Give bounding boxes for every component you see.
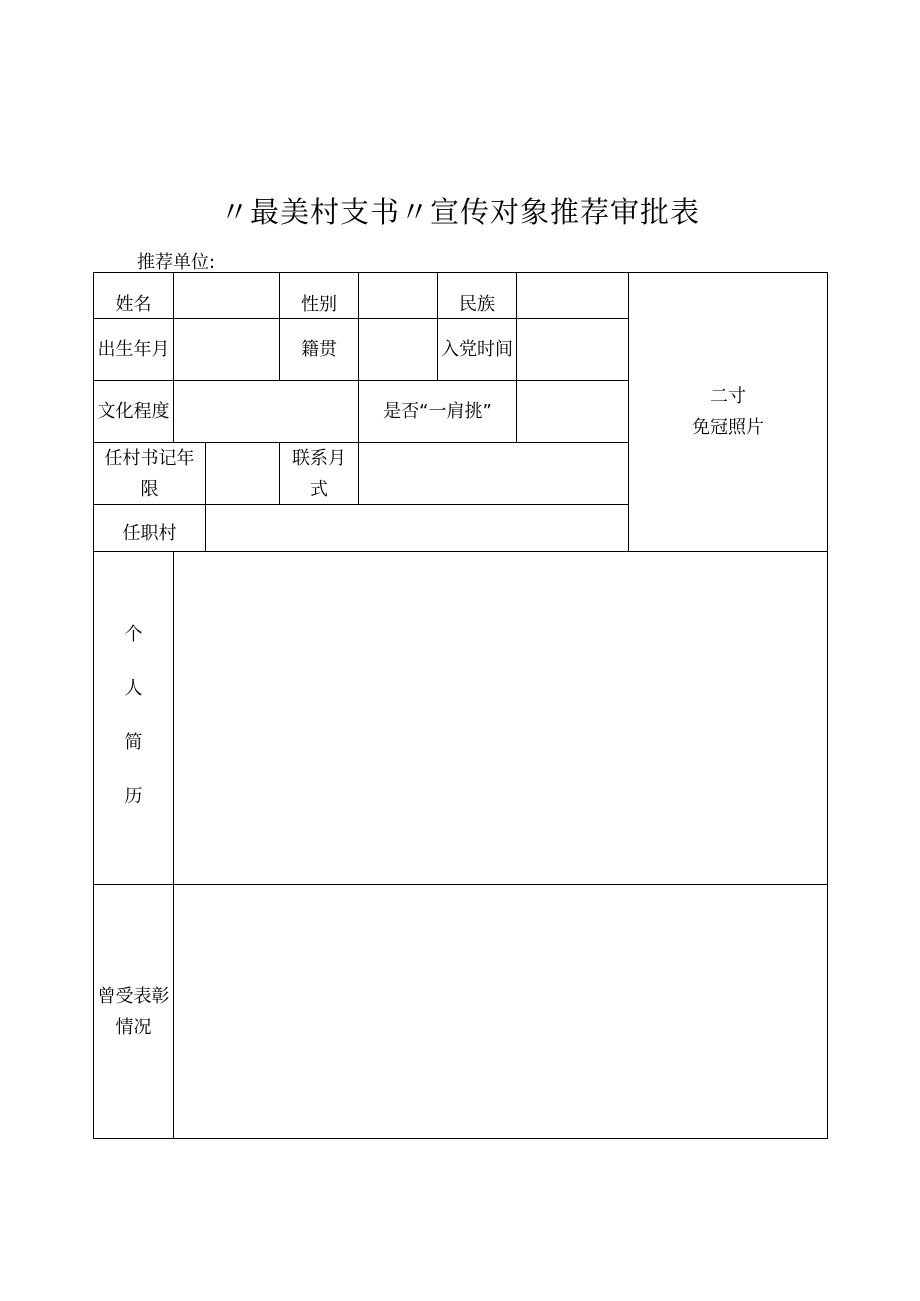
tenure-label: 任村书记年限 [93, 442, 206, 505]
awards-field[interactable] [173, 884, 828, 1139]
village-field[interactable] [205, 504, 629, 552]
education-field[interactable] [173, 380, 359, 443]
resume-field[interactable] [173, 551, 828, 885]
contact-field[interactable] [358, 442, 629, 505]
party-join-label: 入党时间 [437, 318, 517, 381]
yijiantiao-label: 是否“一肩挑” [358, 380, 517, 443]
native-place-field[interactable] [358, 318, 438, 381]
gender-label: 性别 [279, 272, 359, 319]
tenure-field[interactable] [205, 442, 280, 505]
resume-label: 个 人 简 历 [93, 551, 174, 885]
yijiantiao-field[interactable] [516, 380, 629, 443]
contact-label: 联系月式 [279, 442, 359, 505]
village-label: 任职村 [93, 504, 206, 552]
name-label: 姓名 [93, 272, 174, 319]
party-join-field[interactable] [516, 318, 629, 381]
awards-label: 曾受表彰情况 [93, 884, 174, 1139]
photo-size-text: 二寸 [710, 386, 746, 407]
education-label: 文化程度 [93, 380, 174, 443]
page-title: 〃最美村支书〃宣传对象推荐审批表 [219, 195, 700, 229]
ethnicity-field[interactable] [516, 272, 629, 319]
photo-desc-text: 免冠照片 [692, 417, 764, 438]
gender-field[interactable] [358, 272, 438, 319]
ethnicity-label: 民族 [437, 272, 517, 319]
photo-box[interactable] [628, 272, 828, 552]
recommend-unit-label: 推荐单位: [137, 252, 216, 273]
birth-label: 出生年月 [93, 318, 174, 381]
birth-field[interactable] [173, 318, 280, 381]
name-field[interactable] [173, 272, 280, 319]
native-place-label: 籍贯 [279, 318, 359, 381]
